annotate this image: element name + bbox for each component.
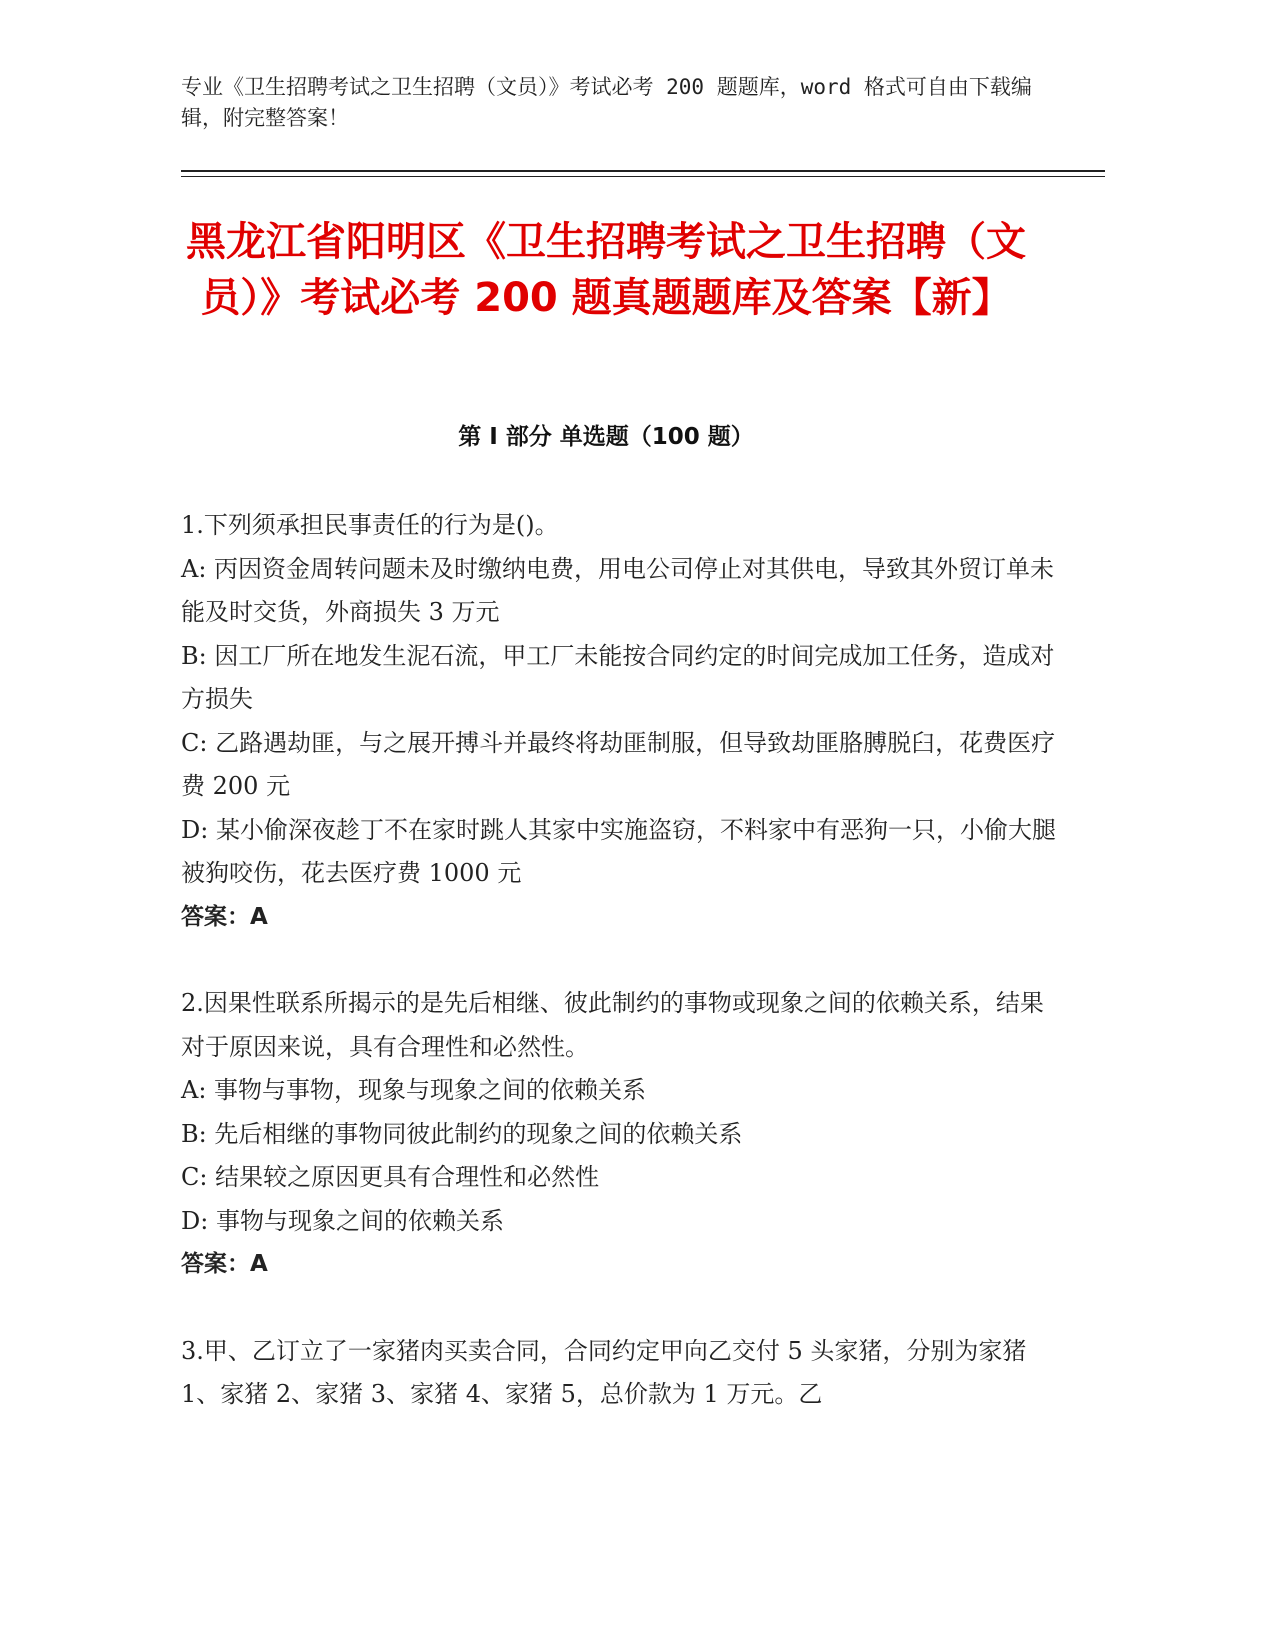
question-stem: 2.因果性联系所揭示的是先后相继、彼此制约的事物或现象之间的依赖关系，结果对于原因来说，具有合理性和必然性。 <box>181 989 1044 1061</box>
option-c: C: 结果较之原因更具有合理性和必然性 <box>181 1163 600 1191</box>
question-list <box>181 504 1061 1460</box>
header-divider <box>181 170 1105 172</box>
answer-label: 答案：A <box>181 1251 268 1277</box>
option-a: A: 丙因资金周转问题未及时缴纳电费，用电公司停止对其供电，导致其外贸订单未能及时交货，外商损失 3 万元 <box>181 554 1055 626</box>
question-1 <box>181 504 1061 939</box>
option-b: B: 先后相继的事物同彼此制约的现象之间的依赖关系 <box>181 1119 743 1148</box>
option-c: C: 乙路遇劫匪，与之展开搏斗并最终将劫匪制服，但导致劫匪胳膊脱臼，花费医疗费 200 元 <box>181 728 1056 800</box>
option-d: D: 某小偷深夜趁丁不在家时跳人其家中实施盗窃，不料家中有恶狗一只，小偷大腿被狗咬伤，花去医疗费 1000 元 <box>181 815 1056 887</box>
question-3 <box>181 1330 1061 1417</box>
document-title: 黑龙江省阳明区《卫生招聘考试之卫生招聘（文员）》考试必考 200 题真题题库及答案【新】 <box>186 219 1026 321</box>
section-heading: 第 I 部分 单选题（100 题） <box>458 424 754 450</box>
answer-label: 答案：A <box>181 903 268 930</box>
question-stem: 3.甲、乙订立了一家猪肉买卖合同，合同约定甲向乙交付 5 头家猪，分别为家猪 1、家猪 2、家猪 3、家猪 4、家猪 5，总价款为 1 万元。乙 <box>181 1336 1027 1408</box>
header-divider-thin <box>181 176 1105 177</box>
question-2 <box>181 982 1061 1287</box>
header-note: 专业《卫生招聘考试之卫生招聘（文员）》考试必考 200 题题库，word 格式可自由下载编辑，附完整答案！ <box>181 75 1032 130</box>
option-b: B: 因工厂所在地发生泥石流，甲工厂未能按合同约定的时间完成加工任务，造成对方损失 <box>181 641 1055 713</box>
option-a: A: 事物与事物，现象与现象之间的依赖关系 <box>181 1076 647 1104</box>
option-d: D: 事物与现象之间的依赖关系 <box>181 1206 504 1235</box>
question-stem: 1.下列须承担民事责任的行为是()。 <box>181 511 559 539</box>
